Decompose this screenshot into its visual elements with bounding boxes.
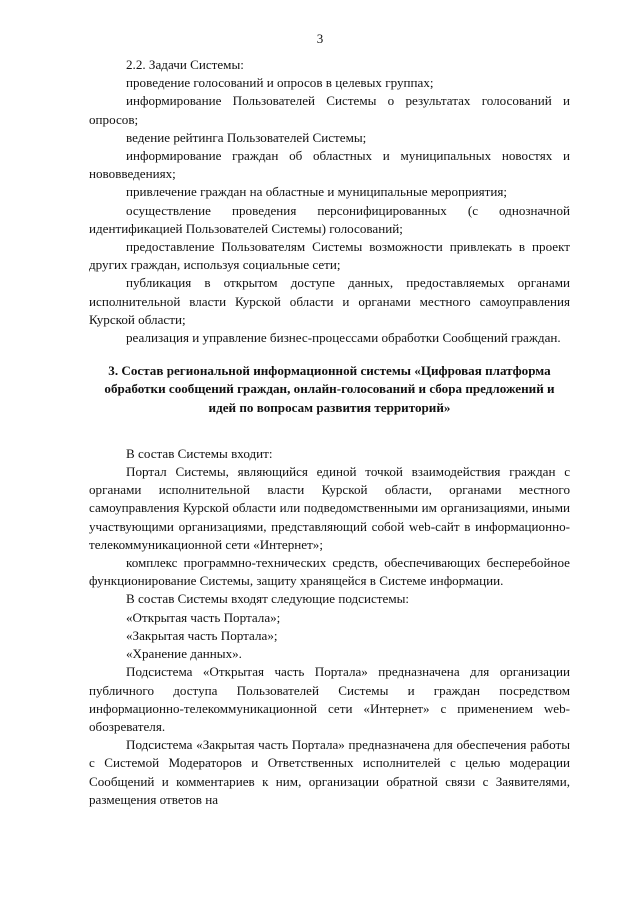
section-2-2-heading: 2.2. Задачи Системы: — [126, 57, 244, 72]
task-item: информирование Пользователей Системы о результатах голосований и опросов; — [89, 93, 570, 127]
section-3-paragraph: Портал Системы, являющийся единой точкой взаимодействия граждан с органами исполнительной власти Курской области, органами местного самоуправления Курской области или подведомственными им организациями, иными участвующими организациями, представляющий собой web-сайт в информационно-телекоммуникационной сети «Интернет»; — [89, 464, 570, 552]
document-body — [89, 56, 570, 809]
task-item: публикация в открытом доступе данных, предоставляемых органами исполнительной власти Курской области и органами местного самоуправления Курской области; — [89, 275, 570, 327]
section-3-paragraph: Подсистема «Закрытая часть Портала» предназначена для обеспечения работы с Системой Модераторов и Ответственных исполнителей с целью модерации Сообщений и комментариев к ним, организации обратной связи с Заявителями, размещения ответов на — [89, 737, 570, 807]
section-3-paragraph: Подсистема «Открытая часть Портала» предназначена для организации публичного доступа Пользователей Системы и граждан посредством информационно-телекоммуникационной сети «Интернет» с применением web-обозревателя. — [89, 664, 570, 734]
task-item: осуществление проведения персонифицированных (с однозначной идентификацией Пользователей Системы) голосований; — [89, 202, 570, 236]
task-item: проведение голосований и опросов в целевых группах; — [126, 75, 434, 91]
task-item: ведение рейтинга Пользователей Системы; — [126, 129, 367, 145]
task-item: предоставление Пользователям Системы возможности привлекать в проект других граждан, используя социальные сети; — [89, 239, 570, 273]
task-item: реализация и управление бизнес-процессами обработки Сообщений граждан. — [126, 330, 561, 346]
section-3-heading: 3. Состав региональной информационной системы «Цифровая платформа обработки сообщений граждан, онлайн-голосований и сбора предложений и идей по вопросам развития территорий» — [104, 363, 555, 415]
subsystem-item: «Хранение данных». — [126, 646, 242, 662]
task-item: привлечение граждан на областные и муниципальные мероприятия; — [126, 184, 507, 200]
task-item: информирование граждан об областных и муниципальных новостях и нововведениях; — [89, 148, 570, 182]
subsystem-item: «Открытая часть Портала»; — [126, 609, 281, 625]
page-number: 3 — [316, 31, 324, 46]
section-3-paragraph: В состав Системы входят следующие подсистемы: — [126, 591, 410, 607]
subsystem-item: «Закрытая часть Портала»; — [126, 627, 278, 643]
section-3-paragraph: В состав Системы входит: — [126, 445, 273, 461]
section-3-paragraph: комплекс программно-технических средств, обеспечивающих бесперебойное функционирование Системы, защиту хранящейся в Системе информации. — [89, 555, 570, 589]
